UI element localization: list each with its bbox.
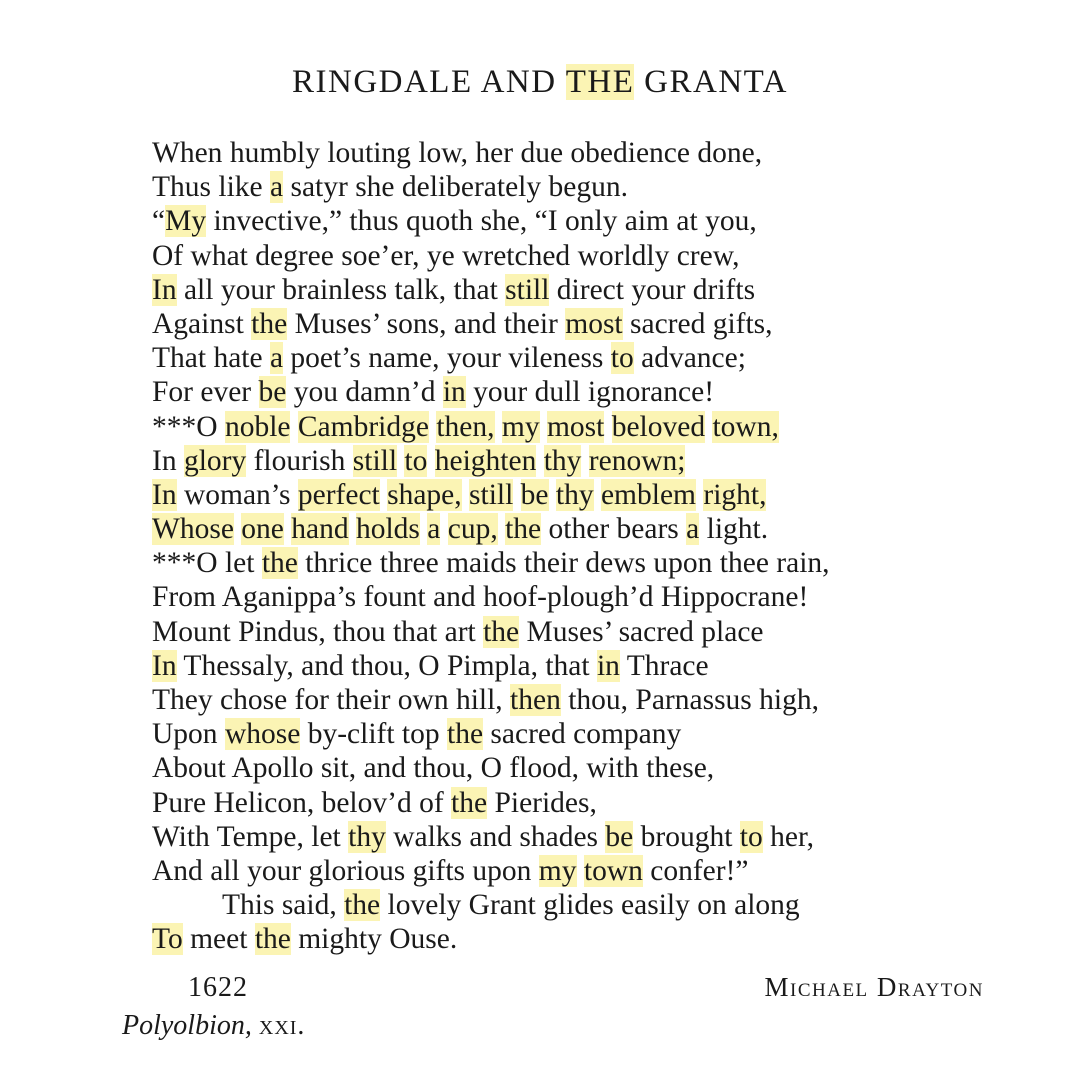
highlighted-word: thy [555, 478, 594, 511]
poem-line: Whose one hand holds a cup, the other bears a light. [152, 513, 769, 546]
source-number: xxi. [258, 1010, 306, 1041]
highlighted-word: holds [355, 513, 420, 546]
highlighted-word: In [152, 478, 177, 511]
title-word: GRANTA [644, 64, 788, 100]
highlighted-word: the [254, 923, 291, 956]
poem-line: From Aganippa’s fount and hoof-plough’d Hippocrane! [152, 581, 809, 614]
poem-line: ***O noble Cambridge then, my most beloved town, [152, 410, 779, 443]
poem-line: With Tempe, let thy walks and shades be brought to her, [152, 820, 814, 853]
highlighted-word: hand [291, 513, 349, 546]
publication-year: 1622 [188, 972, 248, 1003]
highlighted-word: my [501, 410, 540, 443]
highlighted-word: be [605, 820, 634, 853]
title-word: AND [480, 64, 557, 100]
highlighted-word: Cambridge [297, 410, 429, 443]
poem-line: And all your glorious gifts upon my town confer!” [152, 854, 749, 887]
poem-line: “My invective,” thus quoth she, “I only aim at you, [152, 205, 757, 238]
poem-line: Thus like a satyr she deliberately begun. [152, 171, 628, 204]
poem-line: Pure Helicon, belov’d of the Pierides, [152, 786, 597, 819]
poem-line: That hate a poet’s name, your vileness to advance; [152, 342, 746, 375]
highlighted-word: heighten [434, 444, 537, 477]
highlighted-word: a [269, 342, 284, 375]
highlighted-word: most [546, 410, 605, 443]
highlighted-word: the [447, 718, 484, 751]
highlighted-word: glory [183, 444, 247, 477]
page-title [0, 58, 1080, 106]
highlighted-word: be [258, 376, 287, 409]
highlighted-word: cup, [447, 513, 498, 546]
highlighted-word: right, [703, 478, 767, 511]
poem-line: They chose for their own hill, then thou, Parnassus high, [152, 684, 819, 716]
highlighted-word: in [442, 376, 466, 409]
highlighted-word: the [451, 786, 488, 819]
poem-text [152, 136, 1002, 957]
highlighted-word: town [583, 854, 643, 887]
highlighted-word: the [344, 889, 381, 922]
poem-line: In Thessaly, and thou, O Pimpla, that in Thrace [152, 649, 709, 682]
highlighted-word: still [352, 444, 398, 477]
poem-line: Of what degree soe’er, ye wretched worldly crew, [152, 239, 740, 272]
poem-line: When humbly louting low, her due obedience done, [152, 137, 763, 169]
highlighted-word: still [469, 478, 514, 511]
highlighted-word: thy [348, 820, 386, 853]
highlighted-word: beloved [611, 410, 706, 443]
highlighted-word: a [427, 513, 441, 546]
poem-author: Michael Drayton [764, 972, 984, 1002]
highlighted-word: perfect [297, 478, 380, 511]
highlighted-word: to [404, 444, 428, 477]
highlighted-word: be [520, 478, 549, 511]
highlighted-word: the [483, 615, 520, 648]
highlighted-word: a [270, 171, 284, 204]
highlighted-word: one [241, 513, 284, 546]
poem-line: To meet the mighty Ouse. [152, 923, 458, 956]
highlighted-word: emblem [600, 478, 696, 511]
source-citation [122, 1010, 305, 1042]
highlighted-word: In [152, 273, 177, 306]
poem-line: In woman’s perfect shape, still be thy emblem right, [152, 478, 767, 511]
highlighted-word: town, [712, 410, 779, 443]
poem-line: In all your brainless talk, that still direct your drifts [152, 273, 756, 306]
highlighted-word: to [739, 820, 763, 853]
highlighted-word: in [596, 649, 620, 682]
highlighted-word: noble [224, 410, 291, 443]
highlighted-word: most [565, 307, 623, 340]
poem-line: Mount Pindus, thou that art the Muses’ sacred place [152, 615, 764, 648]
highlighted-word: In [152, 649, 177, 682]
highlighted-word: my [538, 854, 577, 887]
highlighted-word: the [505, 513, 542, 546]
highlighted-word: a [686, 513, 700, 546]
highlighted-word: thy [543, 444, 582, 477]
poem-line: Against the Muses’ sons, and their most sacred gifts, [152, 307, 773, 340]
poem-line: ***O let the thrice three maids their dews upon thee rain, [152, 547, 830, 580]
poem-line: About Apollo sit, and thou, O flood, with these, [152, 752, 715, 785]
poem-line: This said, the lovely Grant glides easily on along [222, 889, 800, 922]
highlighted-word: then [510, 684, 561, 716]
title-word: RINGDALE [291, 64, 473, 100]
poem-line: For ever be you damn’d in your dull ignorance! [152, 376, 715, 409]
highlighted-word: to [610, 342, 634, 375]
poem-line: In glory flourish still to heighten thy renown; [152, 444, 686, 477]
source-title: Polyolbion, [122, 1010, 252, 1041]
highlighted-word: then, [436, 410, 495, 443]
highlighted-word: renown; [588, 444, 686, 477]
highlighted-word: the [251, 307, 288, 340]
highlighted-word: Whose [152, 513, 234, 546]
highlighted-word: To [152, 923, 183, 956]
title-word: THE [565, 64, 635, 100]
highlighted-word: My [165, 205, 207, 238]
highlighted-word: still [505, 273, 550, 306]
highlighted-word: shape, [387, 478, 462, 511]
poem-line: Upon whose by-clift top the sacred company [152, 718, 682, 751]
highlighted-word: whose [224, 718, 301, 751]
highlighted-word: the [261, 547, 298, 580]
